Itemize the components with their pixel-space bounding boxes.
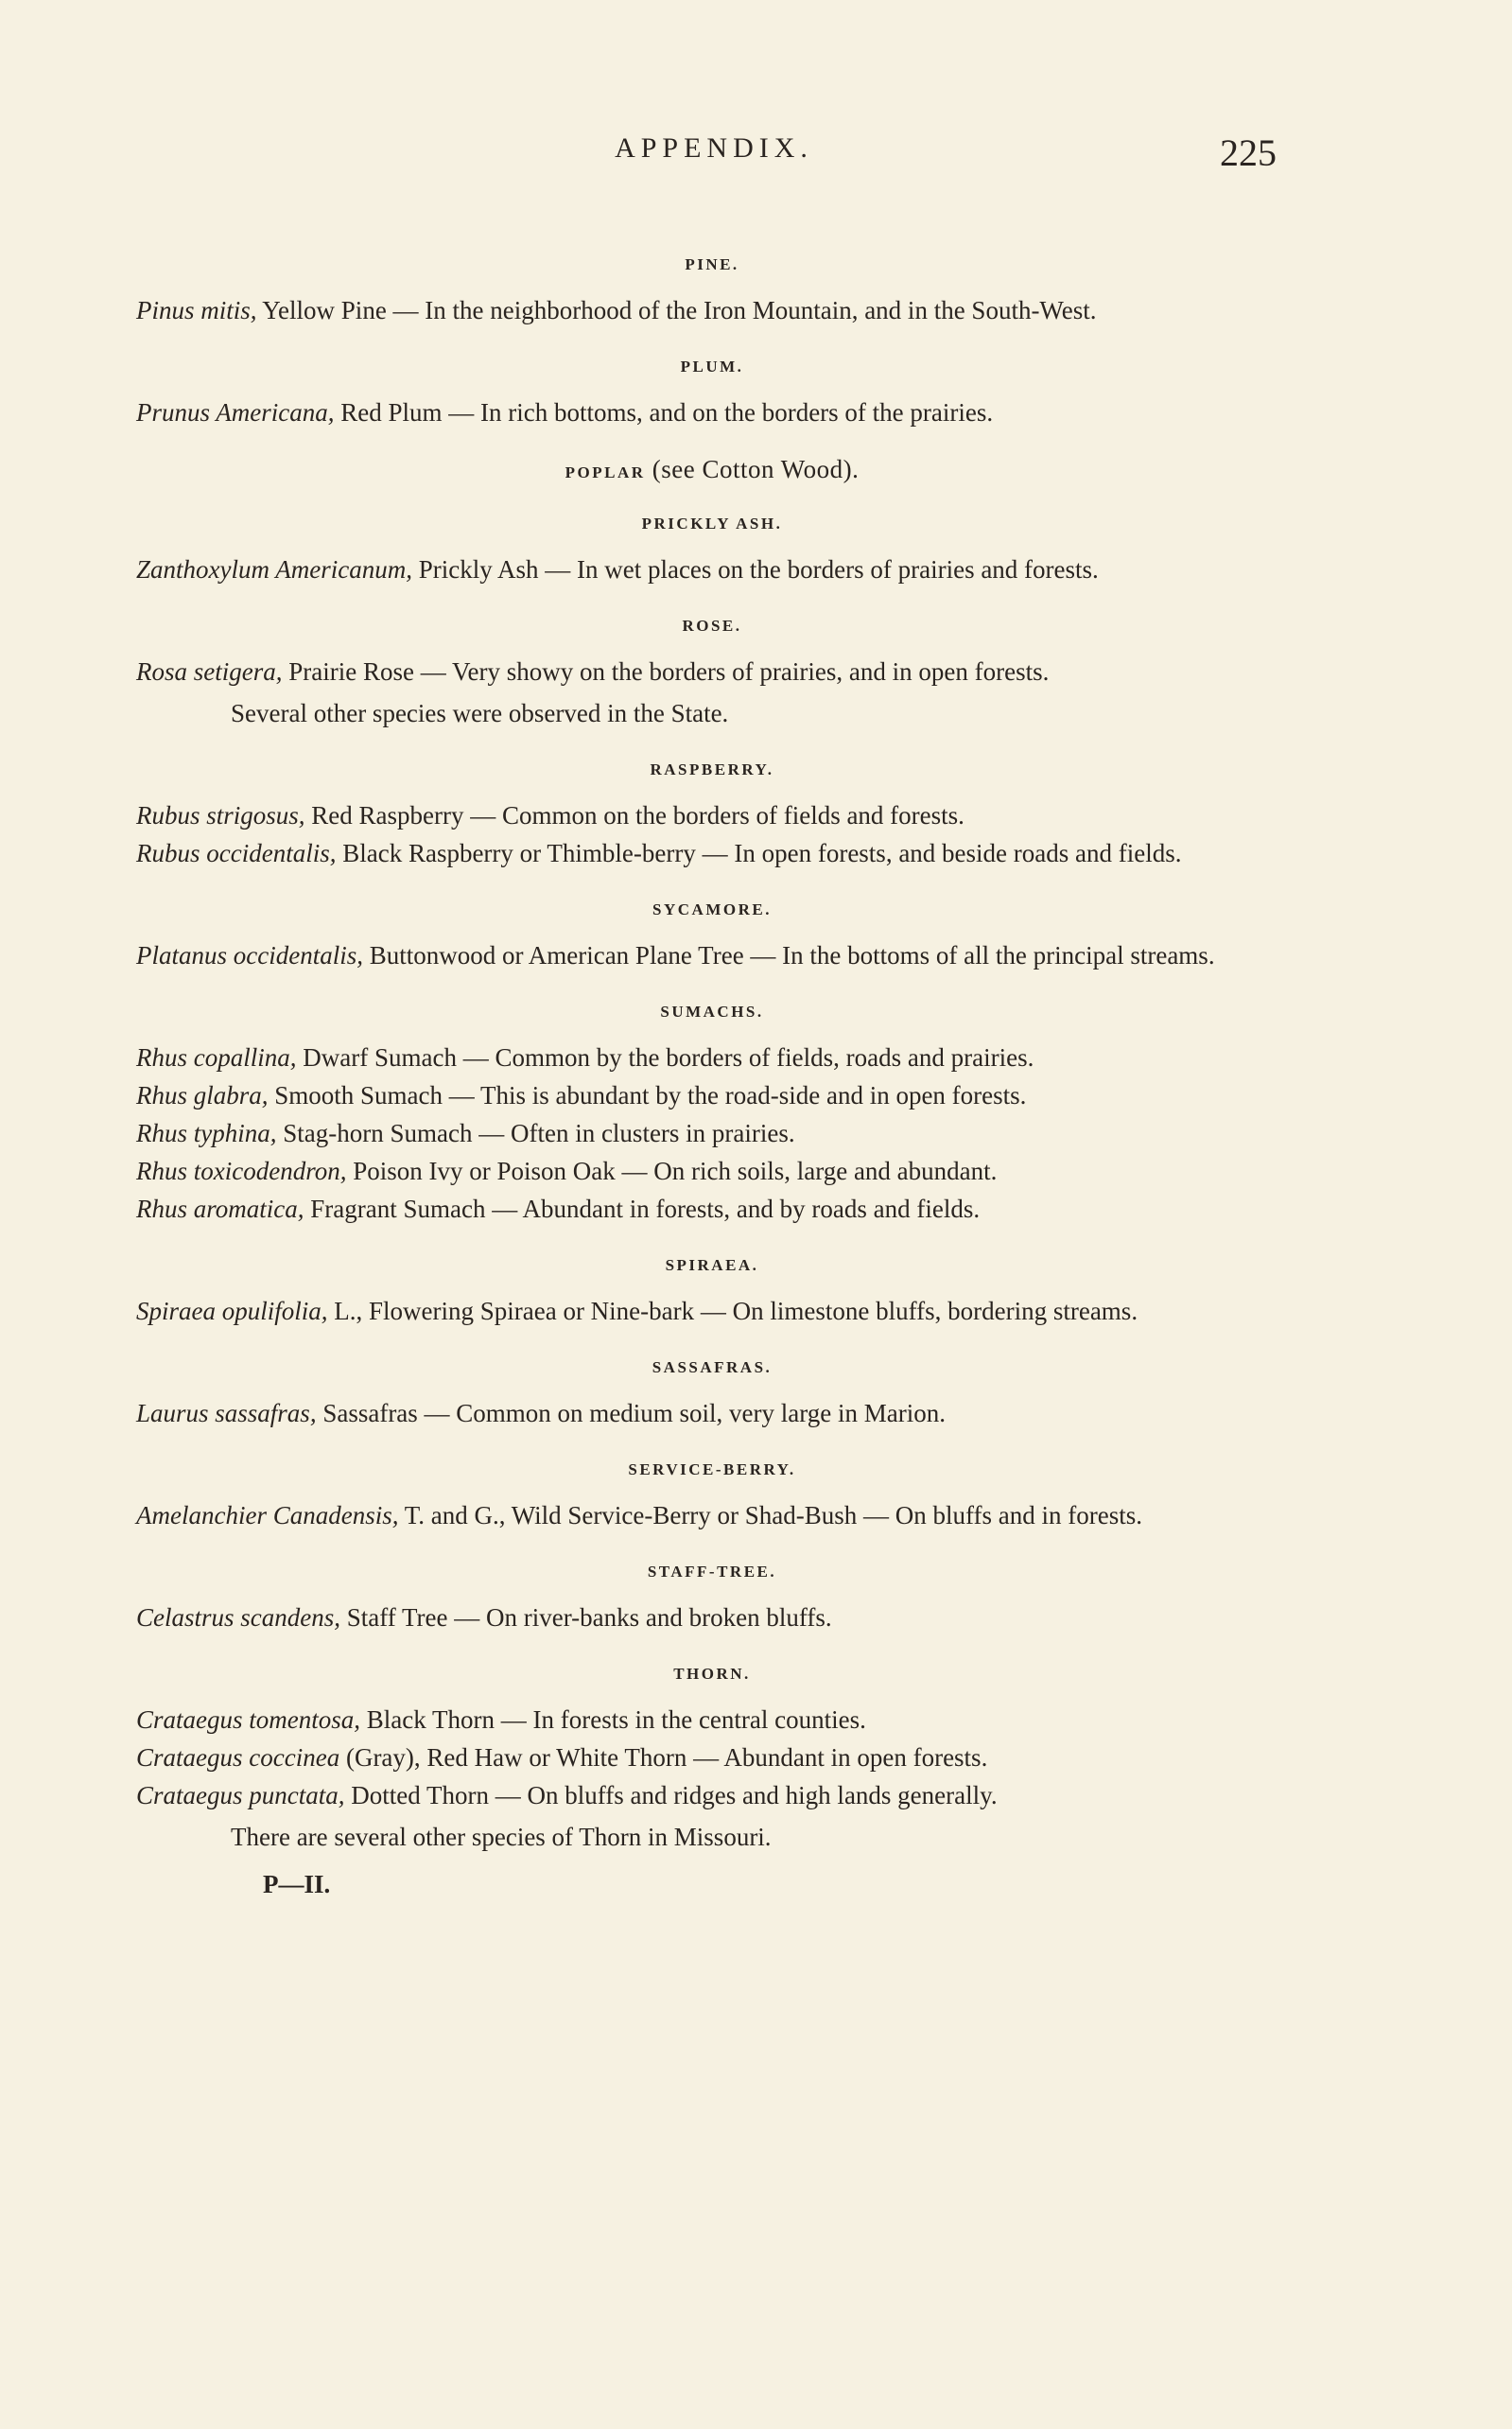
species-entry xyxy=(136,1701,1288,1739)
species-description: Stag-horn Sumach — Often in clusters in prairies. xyxy=(276,1119,795,1147)
section-heading xyxy=(136,1252,1288,1279)
section-heading-text: POPLAR xyxy=(565,463,646,481)
section-heading-text: THORN. xyxy=(673,1665,751,1683)
section-heading xyxy=(136,252,1288,278)
section-heading-text: SPIRAEA. xyxy=(665,1256,759,1274)
section-heading-text: SUMACHS. xyxy=(660,1003,764,1021)
species-description: L., Flowering Spiraea or Nine-bark — On limestone bluffs, bordering streams. xyxy=(327,1297,1138,1325)
section-heading-text: SYCAMORE. xyxy=(652,900,772,918)
section-heading-text: RASPBERRY. xyxy=(650,760,774,778)
species-description: Staff Tree — On river-banks and broken bluffs. xyxy=(340,1603,832,1632)
latin-name: Rhus glabra, xyxy=(136,1081,269,1110)
species-description: Buttonwood or American Plane Tree — In the bottoms of all the principal streams. xyxy=(362,941,1215,970)
section-heading xyxy=(136,1354,1288,1381)
latin-name: Celastrus scandens, xyxy=(136,1603,340,1632)
species-description: Dwarf Sumach — Common by the borders of fields, roads and prairies. xyxy=(296,1043,1034,1072)
species-description: Fragrant Sumach — Abundant in forests, and by roads and fields. xyxy=(304,1195,981,1223)
section-heading xyxy=(136,1457,1288,1483)
page-body xyxy=(136,227,1288,1903)
species-entry xyxy=(136,1190,1288,1228)
species-entry xyxy=(136,796,1288,834)
latin-name: Zanthoxylum Americanum, xyxy=(136,555,412,584)
species-entry xyxy=(136,1114,1288,1152)
section-heading xyxy=(136,1661,1288,1687)
section-heading-text: SASSAFRAS. xyxy=(652,1358,773,1376)
species-entry xyxy=(136,550,1288,588)
section-heading-text: SERVICE-BERRY. xyxy=(628,1460,796,1478)
latin-name: Platanus occidentalis, xyxy=(136,941,363,970)
latin-name: Rosa setigera, xyxy=(136,657,283,686)
species-entry xyxy=(136,393,1288,431)
section-note: There are several other species of Thorn in Missouri. xyxy=(231,1823,772,1851)
section-heading-text: PRICKLY ASH. xyxy=(641,515,783,533)
species-entry xyxy=(136,1039,1288,1076)
latin-name: Laurus sassafras, xyxy=(136,1399,317,1427)
page-number: 225 xyxy=(1220,131,1277,174)
latin-name: Crataegus tomentosa, xyxy=(136,1705,361,1734)
section-heading xyxy=(136,999,1288,1025)
latin-name: Prunus Americana, xyxy=(136,398,335,427)
species-entry xyxy=(136,291,1288,329)
species-description: Black Raspberry or Thimble-berry — In open forests, and beside roads and fields. xyxy=(336,839,1182,867)
species-description: Prairie Rose — Very showy on the borders of prairies, and in open forests. xyxy=(282,657,1050,686)
species-entry xyxy=(136,1394,1288,1432)
latin-name: Rubus strigosus, xyxy=(136,801,305,830)
species-description: Red Raspberry — Common on the borders of fields and forests. xyxy=(304,801,965,830)
section-heading xyxy=(136,613,1288,639)
species-description: Sassafras — Common on medium soil, very large in Marion. xyxy=(316,1399,946,1427)
section-heading xyxy=(136,511,1288,537)
species-description: Red Plum — In rich bottoms, and on the borders of the prairies. xyxy=(334,398,994,427)
species-description: T. and G., Wild Service-Berry or Shad-Bush — On bluffs and in forests. xyxy=(398,1501,1143,1529)
species-entry xyxy=(136,1496,1288,1534)
latin-name: Rubus occidentalis, xyxy=(136,839,337,867)
latin-name: Rhus copallina, xyxy=(136,1043,297,1072)
section-heading xyxy=(136,757,1288,783)
running-head: APPENDIX. xyxy=(615,132,813,164)
species-entry xyxy=(136,653,1288,690)
species-description: Black Thorn — In forests in the central counties. xyxy=(360,1705,866,1734)
species-entry xyxy=(136,1739,1288,1776)
species-entry xyxy=(136,936,1288,974)
section-heading-text: PINE. xyxy=(685,255,739,273)
latin-name: Rhus toxicodendron, xyxy=(136,1157,347,1185)
species-entry xyxy=(136,834,1288,872)
species-entry xyxy=(136,1292,1288,1330)
section-heading xyxy=(136,897,1288,923)
section-heading xyxy=(136,456,1288,486)
species-description: Prickly Ash — In wet places on the borders of prairies and forests. xyxy=(411,555,1099,584)
latin-name: Crataegus punctata, xyxy=(136,1781,345,1809)
latin-name: Pinus mitis, xyxy=(136,296,257,324)
species-description: Smooth Sumach — This is abundant by the road-side and in open forests. xyxy=(268,1081,1027,1110)
section-heading-note: (see Cotton Wood). xyxy=(645,455,860,483)
latin-name: Spiraea opulifolia, xyxy=(136,1297,328,1325)
species-entry xyxy=(136,1076,1288,1114)
latin-name: Amelanchier Canadensis, xyxy=(136,1501,399,1529)
latin-name: Crataegus coccinea xyxy=(136,1743,340,1772)
section-heading-text: ROSE. xyxy=(682,617,742,635)
section-heading-text: PLUM. xyxy=(680,358,744,376)
section-heading xyxy=(136,354,1288,380)
section-heading xyxy=(136,1559,1288,1585)
species-description: Dotted Thorn — On bluffs and ridges and high lands generally. xyxy=(344,1781,998,1809)
printer-signature: P—II. xyxy=(263,1870,331,1898)
latin-name: Rhus aromatica, xyxy=(136,1195,304,1223)
species-entry xyxy=(136,1152,1288,1190)
species-description: (Gray), Red Haw or White Thorn — Abundant in open forests. xyxy=(339,1743,988,1772)
species-description: Poison Ivy or Poison Oak — On rich soils, large and abundant. xyxy=(346,1157,998,1185)
species-description: Yellow Pine — In the neighborhood of the Iron Mountain, and in the South-West. xyxy=(256,296,1097,324)
species-entry xyxy=(136,1776,1288,1814)
section-note: Several other species were observed in the State. xyxy=(231,699,729,727)
species-entry xyxy=(136,1599,1288,1636)
section-heading-text: STAFF-TREE. xyxy=(647,1563,777,1581)
latin-name: Rhus typhina, xyxy=(136,1119,277,1147)
